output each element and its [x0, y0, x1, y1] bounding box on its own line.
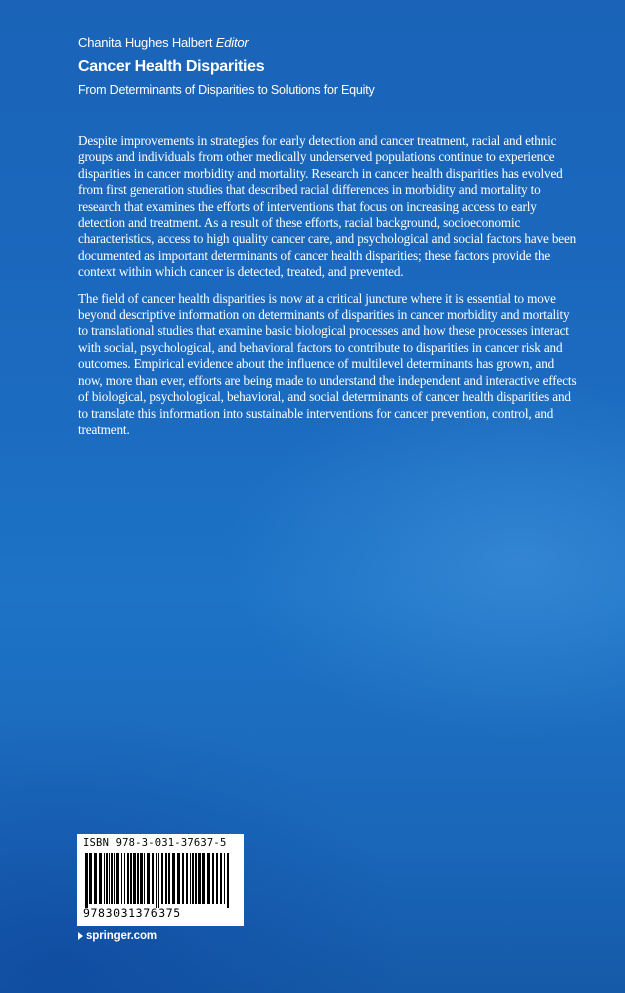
- barcode-bar: [89, 853, 92, 904]
- barcode-bar: [192, 853, 194, 904]
- barcode-bar: [190, 853, 191, 904]
- barcode-bar: [147, 853, 150, 904]
- blurb-paragraph-1: Despite improvements in strategies for early detection and cancer treatment, racial and ethnic groups and individuals from other medically underserved populations continue to experience disparities in cancer morbidity and mortality. Research in cancer health disparities has evolved from first generation studies that described racial differences in morbidity and mortality to research that examines the efforts of interventions that focus on increasing access to early detection and treatment. As a result of these efforts, racial background, socioeconomic characteristics, access to high quality cancer care, and psychological and social factors have been documented as important determinants of cancer health disparities; these factors provide the context within which cancer is detected, treated, and prevented.: [78, 133, 577, 280]
- barcode-bar: [140, 853, 143, 904]
- isbn-label: ISBN 978-3-031-37637-5: [83, 837, 227, 849]
- barcode-bar: [85, 853, 88, 908]
- barcode-bar: [202, 853, 205, 904]
- barcode-bar: [165, 853, 167, 904]
- editor-role: Editor: [215, 35, 249, 50]
- barcode-bar: [220, 853, 222, 904]
- barcode-bar: [224, 853, 225, 904]
- barcode-bar: [207, 853, 210, 904]
- barcode-digits: 9783031376375: [83, 906, 181, 920]
- barcode-bar: [186, 853, 188, 904]
- barcode-bar: [116, 853, 119, 904]
- barcode-bar: [99, 853, 102, 904]
- barcode-bar: [111, 853, 113, 904]
- barcode-bar: [212, 853, 214, 904]
- barcode-bar: [177, 853, 180, 904]
- book-title: Cancer Health Disparities: [78, 58, 265, 75]
- barcode-bar: [227, 853, 229, 908]
- book-subtitle: From Determinants of Disparities to Solutions for Equity: [78, 83, 375, 97]
- publisher-link[interactable]: [78, 930, 157, 942]
- barcode-bar: [156, 853, 157, 908]
- barcode-bar: [104, 853, 105, 904]
- publisher-website[interactable]: springer.com: [86, 930, 158, 942]
- editor-line: [78, 34, 578, 52]
- barcode-bar: [195, 853, 197, 904]
- editor-name: Chanita Hughes Halbert: [78, 35, 213, 50]
- barcode-bar: [127, 853, 129, 904]
- barcode-bar: [124, 853, 125, 904]
- barcode-bar: [137, 853, 139, 904]
- barcode-bar: [109, 853, 110, 904]
- barcode-bar: [94, 853, 97, 904]
- barcode-bar: [172, 853, 175, 904]
- barcode-bar: [152, 853, 154, 904]
- blurb-paragraph-2: The field of cancer health disparities is now at a critical juncture where it is essential to move beyond descriptive information on determinants of disparities in cancer morbidity and mortality to translational studies that examine basic biological processes and how these processes interact with social, psychological, and behavioral factors to contribute to disparities in cancer risk and outcomes. Empirical evidence about the influence of multilevel determinants has grown, and now, more than ever, efforts are being made to understand the independent and interactive effects of biological, psychological, behavioral, and social determinants of cancer health disparities and to translate this information into sustainable interventions for cancer prevention, control, and treatment.: [78, 290, 577, 437]
- arrow-right-icon: [78, 932, 83, 940]
- barcode-bars: [83, 853, 231, 908]
- barcode-bar: [106, 853, 108, 904]
- barcode-bar: [161, 853, 163, 904]
- barcode-bar: [144, 853, 145, 904]
- cover-header: [78, 34, 578, 98]
- barcode-bar: [168, 853, 170, 904]
- barcode-bar: [182, 853, 184, 904]
- isbn-barcode: [77, 834, 244, 926]
- barcode-bar: [216, 853, 218, 904]
- barcode-bar: [133, 853, 136, 904]
- barcode-bar: [130, 853, 132, 904]
- blurb: [78, 133, 578, 448]
- barcode-bar: [198, 853, 201, 904]
- barcode-bar: [114, 853, 115, 904]
- barcode-bar: [158, 853, 159, 908]
- barcode-bar: [121, 853, 122, 904]
